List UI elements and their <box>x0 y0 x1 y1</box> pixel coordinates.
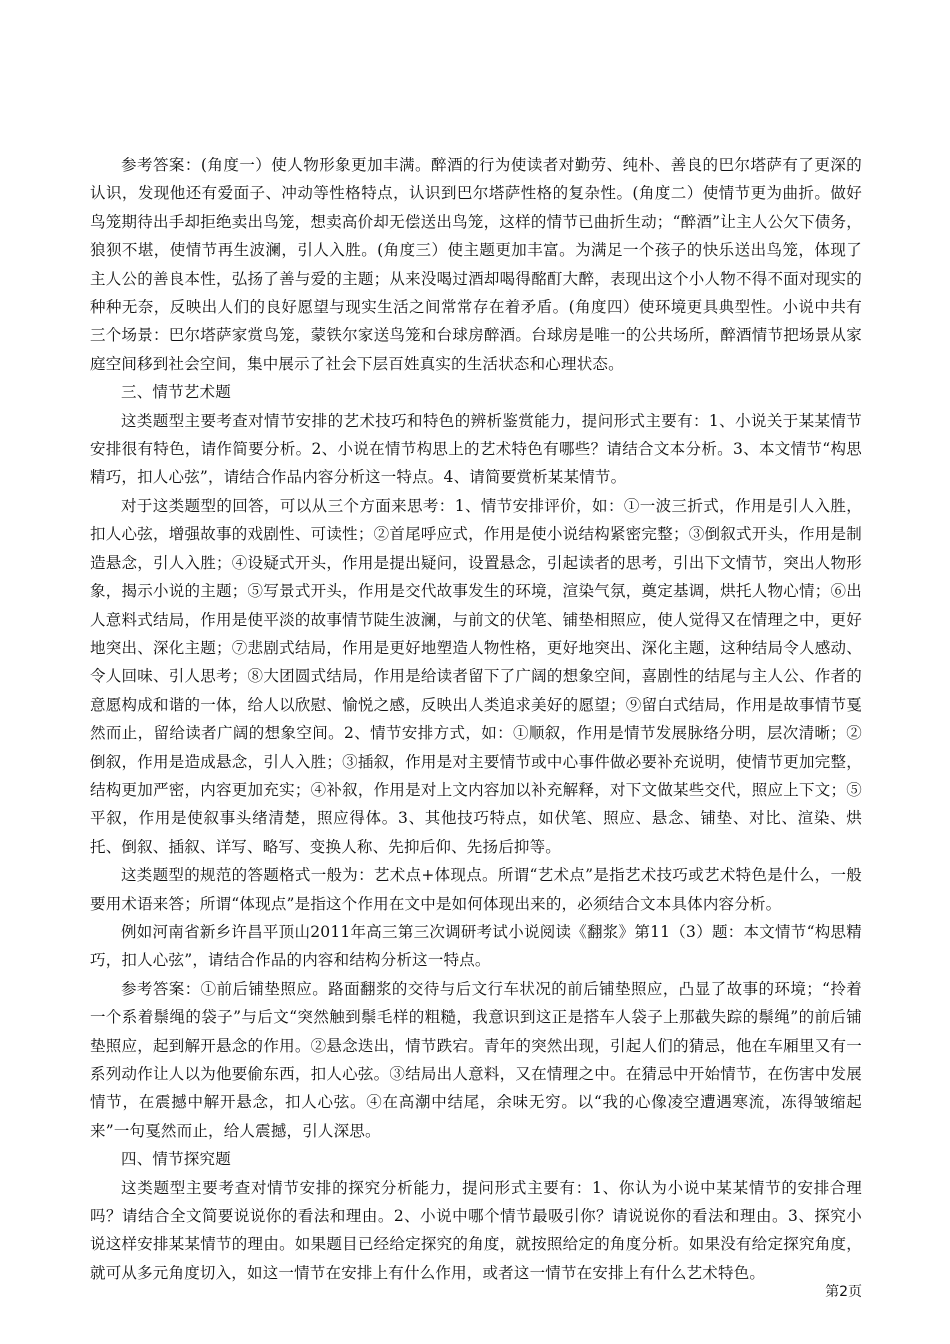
section-heading-plot-art: 三、情节艺术题 <box>121 383 231 402</box>
body-paragraph: 这类题型主要考查对情节安排的艺术技巧和特色的辨析鉴赏能力，提问形式主要有：1、小说关于某某情节安排很有特色，请作简要分析。2、小说在情节构思上的艺术特色有哪些？请结合文本分析。3、本文情节“构思精巧，扣人心弦”，请结合作品内容分析这一特点。4、请简要赏析某某情节。 <box>90 411 862 487</box>
body-paragraph: 这类题型主要考查对情节安排的探究分析能力，提问形式主要有：1、你认为小说中某某情节的安排合理吗？请结合全文简要说说你的看法和理由。2、小说中哪个情节最吸引你？请说说你的看法和理由。3、探究小说这样安排某某情节的理由。如果题目已经给定探究的角度，就按照给定的角度分析。如果没有给定探究角度，就可从多元角度切入，如这一情节在安排上有什么作用，或者这一情节在安排上有什么艺术特色。 <box>90 1178 862 1282</box>
body-paragraph: 这类题型的规范的答题格式一般为：艺术点+体现点。所谓“艺术点”是指艺术技巧或艺术特色是什么，一般要用术语来答；所谓“体现点”是指这个作用在文中是如何体现出来的，必须结合文本具体内容分析。 <box>90 866 862 913</box>
body-paragraph: 对于这类题型的回答，可以从三个方面来思考：1、情节安排评价，如：①一波三折式，作用是引人入胜，扣人心弦，增强故事的戏剧性、可读性；②首尾呼应式，作用是使小说结构紧密完整；③倒叙式开头，作用是制造悬念，引人入胜；④设疑式开头，作用是提出疑问，设置悬念，引起读者的思考，引出下文情节，突出人物形象，揭示小说的主题；⑤写景式开头，作用是交代故事发生的环境，渲染气氛，奠定基调，烘托人物心情；⑥出人意料式结局，作用是使平淡的故事情节陡生波澜，与前文的伏笔、铺垫相照应，使人觉得又在情理之中，更好地突出、深化主题；⑦悲剧式结局，作用是更好地塑造人物性格，更好地突出、深化主题，这种结局令人感动、令人回味、引人思考；⑧大团圆式结局，作用是给读者留下了广阔的想象空间，喜剧性的结尾与主人公、作者的意愿构成和谐的一体，给人以欣慰、愉悦之感，反映出人类追求美好的愿望；⑨留白式结局，作用是故事情节戛然而止，留给读者广阔的想象空间。2、情节安排方式，如：①顺叙，作用是情节发展脉络分明，层次清晰；②倒叙，作用是造成悬念，引人入胜；③插叙，作用是对主要情节或中心事件做必要补充说明，使情节更加完整，结构更加严密，内容更加充实；④补叙，作用是对上文内容加以补充解释，对下文做某些交代，照应上下文；⑤平叙，作用是使叙事头绪清楚，照应得体。3、其他技巧特点，如伏笔、照应、悬念、铺垫、对比、渲染、烘托、倒叙、插叙、详写、略写、变换人称、先抑后仰、先扬后抑等。 <box>90 496 862 856</box>
document-body <box>90 151 862 1287</box>
answer-paragraph: 参考答案：(角度一）使人物形象更加丰满。醉酒的行为使读者对勤劳、纯朴、善良的巴尔塔萨有了更深的认识，发现他还有爱面子、冲动等性格特点，认识到巴尔塔萨性格的复杂性。(角度二）使情节更为曲折。做好鸟笼期待出手却拒绝卖出鸟笼，想卖高价却无偿送出鸟笼，这样的情节已曲折生动；“醉酒”让主人公欠下债务，狼狈不堪，使情节再生波澜，引人入胜。(角度三）使主题更加丰富。为满足一个孩子的快乐送出鸟笼，体现了主人公的善良本性，弘扬了善与爱的主题；从来没喝过酒却喝得酩酊大醉，表现出这个小人物不得不面对现实的种种无奈，反映出人们的良好愿望与现实生活之间常常存在着矛盾。(角度四）使环境更具典型性。小说中共有三个场景：巴尔塔萨家赏鸟笼，蒙铁尔家送鸟笼和台球房醉酒。台球房是唯一的公共场所，醉酒情节把场景从家庭空间移到社会空间，集中展示了社会下层百姓真实的生活状态和心理状态。 <box>90 156 862 373</box>
section-heading-plot-inquiry: 四、情节探究题 <box>121 1150 231 1169</box>
page-number: 第2页 <box>825 1284 862 1300</box>
example-paragraph: 例如河南省新乡许昌平顶山2011年高三第三次调研考试小说阅读《翻浆》第11（3）题：本文情节“构思精巧，扣人心弦”，请结合作品的内容和结构分析这一特点。 <box>90 922 862 970</box>
answer-paragraph: 参考答案：①前后铺垫照应。路面翻浆的交待与后文行车状况的前后铺垫照应，凸显了故事的环境；“拎着一个系着鬃绳的袋子”与后文“突然触到鬃毛样的粗糙，我意识到这正是搭车人袋子上那截失踪的鬃绳”的前后铺垫照应，起到解开悬念的作用。②悬念迭出，情节跌宕。青年的突然出现，引起人们的猜忌，他在车厢里又有一系列动作让人以为他要偷东西，扣人心弦。③结局出人意料，又在情理之中。在猜忌中开始情节，在伤害中发展情节，在震撼中解开悬念，扣人心弦。④在高潮中结尾，余味无穷。以“我的心像凌空遭遇寒流，冻得皱缩起来”一句戛然而止，给人震撼，引人深思。 <box>90 979 862 1140</box>
